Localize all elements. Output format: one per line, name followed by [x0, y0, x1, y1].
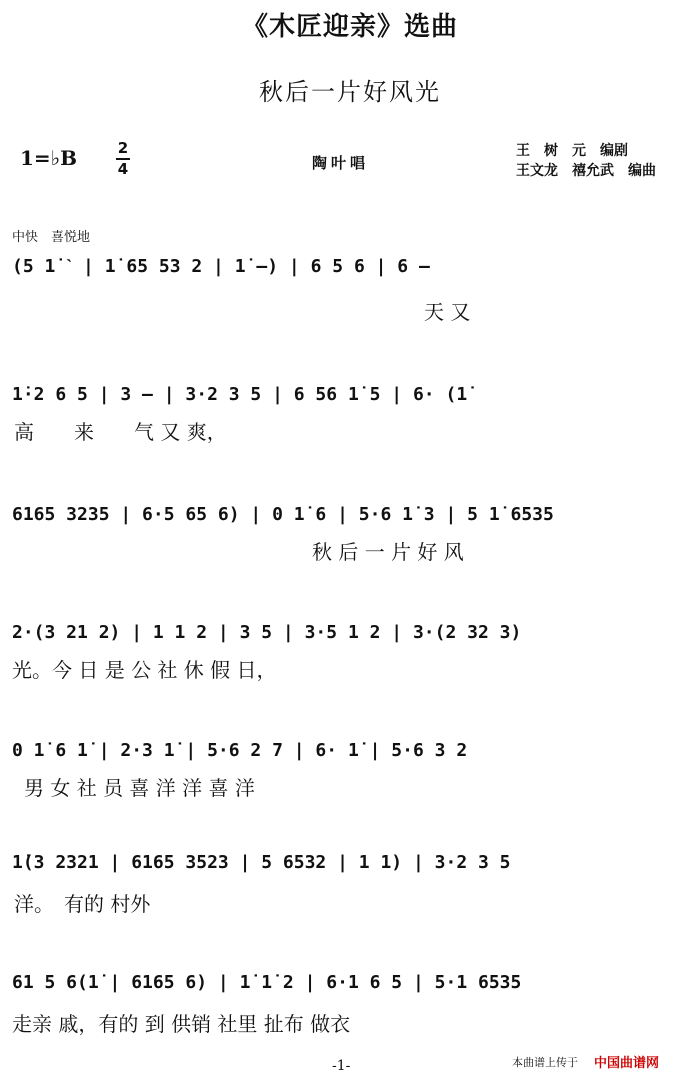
notation-row: 0 1̇ 6 1̇ | 2·3 1̇ | 5·6 2 7 | 6· 1̇ | 5·6 3 2	[12, 740, 468, 761]
music-row-7	[0, 956, 700, 1056]
lyrics-row: 天 又	[424, 300, 471, 324]
lyrics-row: 走亲 戚，有的 到 供销 社里 扯布 做衣	[12, 1012, 351, 1036]
music-row-2	[0, 356, 700, 456]
music-row-3	[0, 480, 700, 580]
notation-row: 2·(3 21 2) | 1 1 2 | 3 5 | 3·5 1 2 | 3·(2 32 3)	[12, 622, 522, 643]
meter-top: 2	[117, 139, 129, 157]
lyrics-row: 男 女 社 员 喜 洋 洋 喜 洋	[24, 776, 255, 800]
lyrics-row: 秋 后 一 片 好 风	[312, 540, 464, 564]
music-row-6	[0, 836, 700, 936]
tempo-marking: 中快 喜悦地	[12, 230, 91, 245]
lyrics-row: 洋。 有的 村外	[14, 892, 151, 916]
singer-credit: 陶叶唱	[312, 154, 370, 172]
site-logo-text[interactable]: 中国曲谱网	[594, 1056, 660, 1071]
lyrics-row: 光。今 日 是 公 社 休 假 日，	[12, 658, 277, 682]
music-row-4	[0, 598, 700, 698]
notation-row: 1̇·2 6 5 | 3 — | 3·2 3 5 | 6 56 1̇ 5 | 6· (1̇	[12, 384, 468, 405]
lyrics-row: 高 来 气 又 爽，	[14, 420, 227, 444]
meter-bottom: 4	[117, 160, 129, 178]
page-number: -1-	[332, 1058, 351, 1074]
credit-line-2: 王文龙 禧允武 编曲	[516, 163, 656, 179]
credit-line-1: 王 树 元 编剧	[516, 143, 628, 159]
notation-row: 1̇(3 2321 | 6165 3523 | 5 6532 | 1 1) | 3·2 3 5	[12, 852, 511, 873]
notation-row: 61 5 6(1̇ | 6165 6) | 1̇ 1̇ 2 | 6·1 6 5 | 5·1 6535	[12, 972, 522, 993]
key-signature: 1=♭B	[20, 146, 78, 170]
notation-row: (5 1̇ ˋ | 1̇ 65 53 2 | 1̇ —) | 6 5 6 | 6 —	[12, 256, 430, 277]
time-signature	[116, 140, 130, 178]
song-subtitle: 秋后一片好风光	[259, 78, 441, 106]
music-row-1	[0, 240, 700, 340]
page-title: 《木匠迎亲》选曲	[241, 12, 458, 42]
notation-row: 6165 3235 | 6·5 65 6) | 0 1̇ 6 | 5·6 1̇ 3 | 5 1̇ 6535	[12, 504, 554, 525]
upload-note: 本曲谱上传于	[512, 1056, 578, 1069]
music-row-5	[0, 720, 700, 820]
